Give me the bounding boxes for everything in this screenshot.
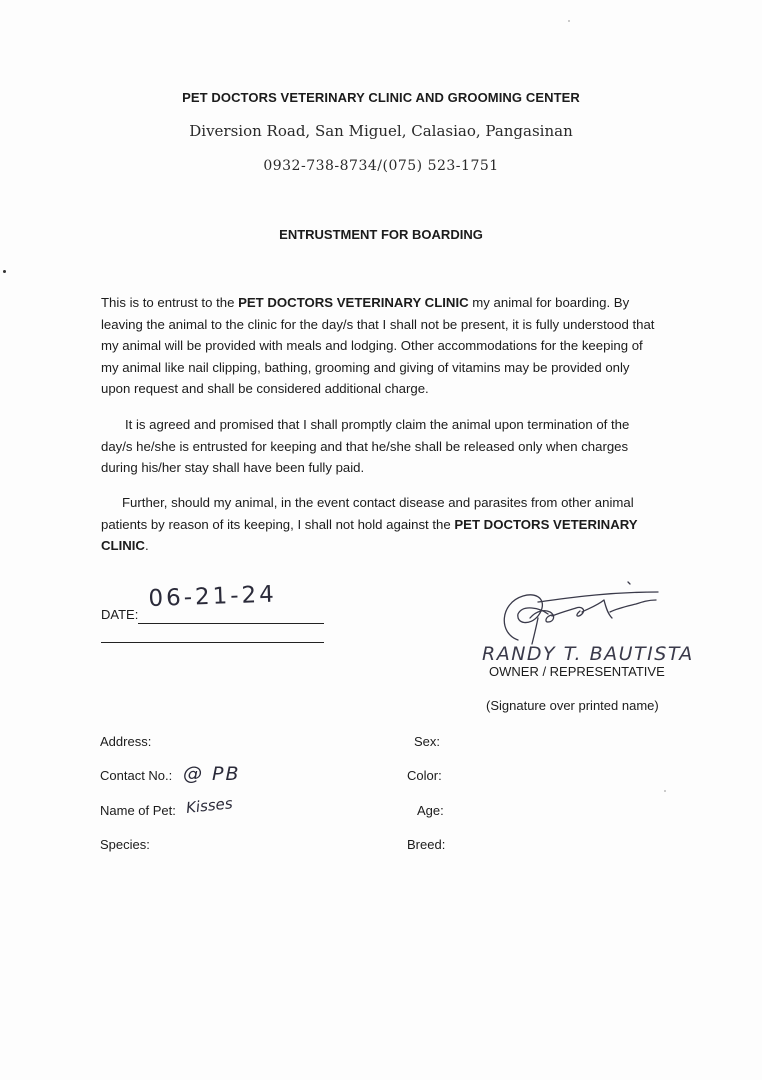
paragraph-text: Further, should my animal, in the event contact disease and parasites from other animal patients by reason of its keeping, I shall not hold against the — [101, 495, 634, 532]
pet-name-handwritten-value: Kisses — [185, 794, 234, 817]
paragraph-text: . — [144, 538, 149, 554]
signatory-name-handwritten: RANDY T. BAUTISTA — [482, 643, 694, 665]
color-label: Color: — [407, 768, 442, 783]
document-title: ENTRUSTMENT FOR BOARDING — [279, 227, 483, 242]
clinic-name-inline: PET DOCTORS VETERINARY CLINIC — [238, 295, 469, 310]
clinic-address: Diversion Road, San Miguel, Calasiao, Pangasinan — [189, 122, 573, 140]
date-label: DATE: — [101, 607, 139, 622]
sex-label: Sex: — [414, 734, 441, 749]
paragraph-agreement: It is agreed and promised that I shall promptly claim the animal upon termination of the day/s he/she is entrusted for keeping and that he/she shall be released only when charges during his/her stay shall have been fully paid. — [101, 417, 630, 476]
species-label: Species: — [100, 837, 150, 852]
owner-representative-label: OWNER / REPRESENTATIVE — [489, 664, 665, 679]
paragraph-text: This is to entrust to the — [101, 295, 239, 310]
date-handwritten-value — [148, 582, 277, 612]
contact-handwritten-value: @ PB — [183, 763, 241, 785]
scan-speck — [568, 20, 570, 22]
clinic-phone: 0932-738-8734/(075) 523-1751 — [263, 158, 499, 174]
paragraph-entrust — [101, 292, 661, 400]
age-label: Age: — [417, 803, 444, 818]
date-value-text: 06-21-24 — [148, 581, 278, 612]
paragraph-text: my animal for boarding. By leaving the animal to the clinic for the day/s that I shall not be present, it is fully understood that my animal will be provided with meals and lodging. Other accommodations for the keeping of my animal like nail clipping, bathing, grooming and giving of vitamins may be provided only upon request and shall be considered additional charge. — [101, 295, 655, 397]
pet-name-label: Name of Pet: — [100, 803, 176, 818]
scan-speck — [664, 790, 666, 792]
paragraph-liability — [101, 492, 661, 557]
address-label: Address: — [100, 734, 152, 749]
blank-underline — [101, 642, 324, 643]
breed-label: Breed: — [407, 837, 446, 852]
scan-speck — [3, 270, 6, 273]
handwritten-signature — [478, 578, 728, 668]
clinic-name: PET DOCTORS VETERINARY CLINIC AND GROOMING CENTER — [182, 90, 580, 105]
clinic-name-inline: PET DOCTORS VETERINARY CLINIC — [101, 516, 638, 554]
contact-label: Contact No.: — [100, 768, 173, 783]
date-underline — [138, 623, 324, 624]
signature-note: (Signature over printed name) — [486, 698, 659, 713]
